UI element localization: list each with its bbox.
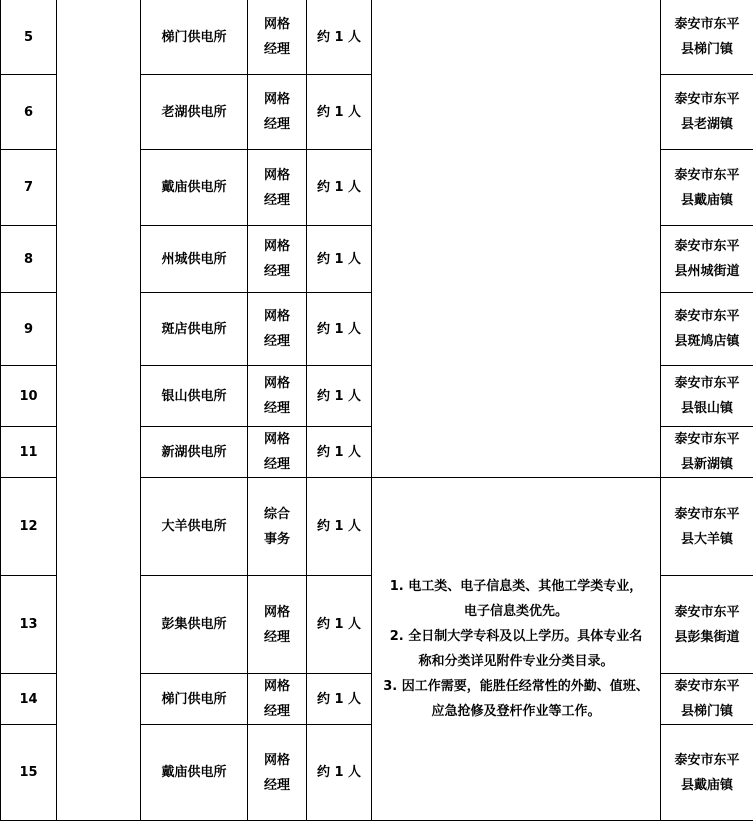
post-name: 网格 经理 (248, 293, 307, 366)
headcount: 约 1 人 (307, 478, 372, 576)
post-name: 网格 经理 (248, 150, 307, 226)
blank-column-cell (57, 0, 141, 821)
headcount: 约 1 人 (307, 427, 372, 478)
work-location: 泰安市东平 县梯门镇 (661, 674, 753, 725)
headcount: 约 1 人 (307, 75, 372, 150)
row-number: 5 (1, 0, 57, 75)
requirement-line: 应急抢修及登杆作业等工作。 (431, 704, 601, 719)
unit-name: 戴庙供电所 (141, 725, 248, 821)
row-number: 15 (1, 725, 57, 821)
headcount: 约 1 人 (307, 226, 372, 293)
work-location: 泰安市东平 县戴庙镇 (661, 725, 753, 821)
unit-name: 大羊供电所 (141, 478, 248, 576)
row-number: 9 (1, 293, 57, 366)
post-name: 网格 经理 (248, 0, 307, 75)
unit-name: 老湖供电所 (141, 75, 248, 150)
headcount: 约 1 人 (307, 293, 372, 366)
work-location: 泰安市东平 县州城街道 (661, 226, 753, 293)
post-name: 网格 经理 (248, 366, 307, 427)
headcount: 约 1 人 (307, 0, 372, 75)
table-row (1, 0, 753, 75)
requirement-line: 3. 因工作需要，能胜任经常性的外勤、值班、 (383, 679, 649, 694)
requirement-line: 电子信息类优先。 (463, 604, 568, 619)
unit-name: 梯门供电所 (141, 0, 248, 75)
post-name: 网格 经理 (248, 576, 307, 674)
unit-name: 戴庙供电所 (141, 150, 248, 226)
work-location: 泰安市东平 县银山镇 (661, 366, 753, 427)
requirements-cell-empty (372, 0, 661, 478)
row-number: 11 (1, 427, 57, 478)
row-number: 12 (1, 478, 57, 576)
work-location: 泰安市东平 县新湖镇 (661, 427, 753, 478)
unit-name: 斑店供电所 (141, 293, 248, 366)
row-number: 13 (1, 576, 57, 674)
work-location: 泰安市东平 县斑鸠店镇 (661, 293, 753, 366)
unit-name: 新湖供电所 (141, 427, 248, 478)
headcount: 约 1 人 (307, 725, 372, 821)
work-location: 泰安市东平 县大羊镇 (661, 478, 753, 576)
post-name: 网格 经理 (248, 674, 307, 725)
requirement-line: 称和分类详见附件专业分类目录。 (418, 654, 614, 669)
post-name: 网格 经理 (248, 427, 307, 478)
headcount: 约 1 人 (307, 674, 372, 725)
row-number: 7 (1, 150, 57, 226)
post-name: 综合 事务 (248, 478, 307, 576)
row-number: 6 (1, 75, 57, 150)
row-number: 10 (1, 366, 57, 427)
headcount: 约 1 人 (307, 150, 372, 226)
unit-name: 彭集供电所 (141, 576, 248, 674)
unit-name: 梯门供电所 (141, 674, 248, 725)
requirement-line: 1. 电工类、电子信息类、其他工学类专业， (389, 579, 643, 594)
unit-name: 银山供电所 (141, 366, 248, 427)
work-location: 泰安市东平 县戴庙镇 (661, 150, 753, 226)
work-location: 泰安市东平 县梯门镇 (661, 0, 753, 75)
work-location: 泰安市东平 县彭集街道 (661, 576, 753, 674)
headcount: 约 1 人 (307, 576, 372, 674)
work-location: 泰安市东平 县老湖镇 (661, 75, 753, 150)
unit-name: 州城供电所 (141, 226, 248, 293)
post-name: 网格 经理 (248, 75, 307, 150)
post-name: 网格 经理 (248, 725, 307, 821)
row-number: 8 (1, 226, 57, 293)
row-number: 14 (1, 674, 57, 725)
headcount: 约 1 人 (307, 366, 372, 427)
post-name: 网格 经理 (248, 226, 307, 293)
requirement-line: 2. 全日制大学专科及以上学历。具体专业名 (389, 629, 643, 644)
requirements-cell (372, 478, 661, 821)
